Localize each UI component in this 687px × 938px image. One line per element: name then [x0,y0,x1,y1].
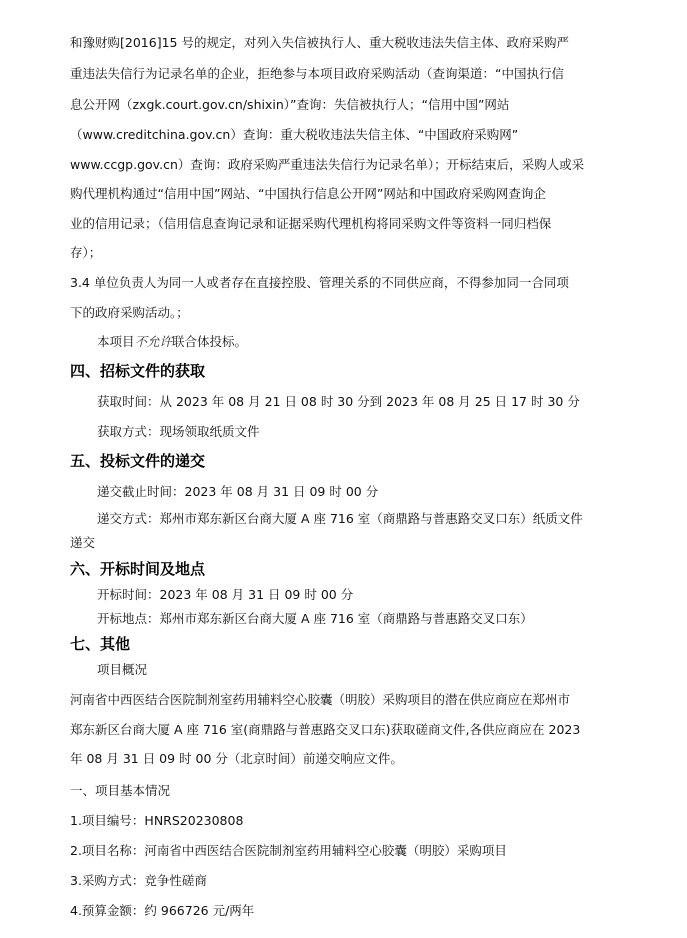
section-heading-7: 七、其他 [70,635,131,653]
text-line: 重违法失信行为记录名单的企业，拒绝参与本项目政府采购活动（查询渠道：“中国执行信 [70,66,564,81]
text-line: （www.creditchina.gov.cn）查询：重大税收违法失信主体、“中国政府采购网” [70,127,519,142]
text-line: 下的政府采购活动。； [70,305,189,320]
consortium-note [97,334,247,350]
overview-paragraph: 年 08 月 31 日 09 时 00 分（北京时间）前递交响应文件。 [70,751,403,766]
section-heading-5: 五、投标文件的递交 [70,452,206,470]
opening-place: 开标地点：郑州市郑东新区台商大厦 A 座 716 室（商鼎路与普惠路交叉口东） [97,611,533,626]
basic-info-heading: 一、项目基本情况 [70,783,171,798]
consortium-suffix: 联合体投标。 [172,334,248,349]
submit-method-cont: 递交 [70,535,96,550]
acquire-time: 获取时间：从 2023 年 08 月 21 日 08 时 30 分到 2023 年 08 月 25 日 17 时 30 分 [97,394,580,409]
text-line: 3.4 单位负责人为同一人或者存在直接控股、管理关系的不同供应商，不得参加同一合同项 [70,275,569,290]
section-heading-4: 四、招标文件的获取 [70,362,206,380]
budget-amount: 4.预算金额：约 966726 元/两年 [70,903,255,918]
overview-paragraph: 郑东新区台商大厦 A 座 716 室(商鼎路与普惠路交叉口东)获取磋商文件,各供应商应在 2023 [70,722,581,737]
text-line: 购代理机构通过“信用中国”网站、“中国执行信息公开网”网站和中国政府采购网查询企 [70,186,546,201]
submit-method: 递交方式：郑州市郑东新区台商大厦 A 座 716 室（商鼎路与普惠路交叉口东）纸质文件 [97,511,583,526]
procurement-method: 3.采购方式：竞争性磋商 [70,873,207,888]
text-line: 业的信用记录；（信用信息查询记录和证据采购代理机构将同采购文件等资料一同归档保 [70,216,552,231]
opening-time: 开标时间：2023 年 08 月 31 日 09 时 00 分 [97,587,354,602]
consortium-prefix: 本项目 [97,334,135,349]
consortium-emphasis: 不允许 [134,334,173,349]
project-name: 2.项目名称：河南省中西医结合医院制剂室药用辅料空心胶囊（明胶）采购项目 [70,843,507,858]
text-line: www.ccgp.gov.cn）查询：政府采购严重违法失信行为记录名单）；开标结束后，采购人或采 [70,157,585,172]
section-heading-6: 六、开标时间及地点 [70,560,206,578]
submit-deadline: 递交截止时间：2023 年 08 月 31 日 09 时 00 分 [97,484,379,499]
text-line: 和豫财购[2016]15 号的规定，对列入失信被执行人、重大税收违法失信主体、政府采购严 [70,35,569,50]
text-line: 息公开网（zxgk.court.gov.cn/shixin）”查询：失信被执行人；“信用中国”网站 [70,97,510,112]
overview-paragraph: 河南省中西医结合医院制剂室药用辅料空心胶囊（明胶）采购项目的潜在供应商应在郑州市 [70,692,571,707]
project-overview-label: 项目概况 [97,662,148,677]
acquire-method: 获取方式：现场领取纸质文件 [97,424,260,439]
text-line: 存）； [70,245,102,260]
project-number: 1.项目编号：HNRS20230808 [70,813,244,828]
